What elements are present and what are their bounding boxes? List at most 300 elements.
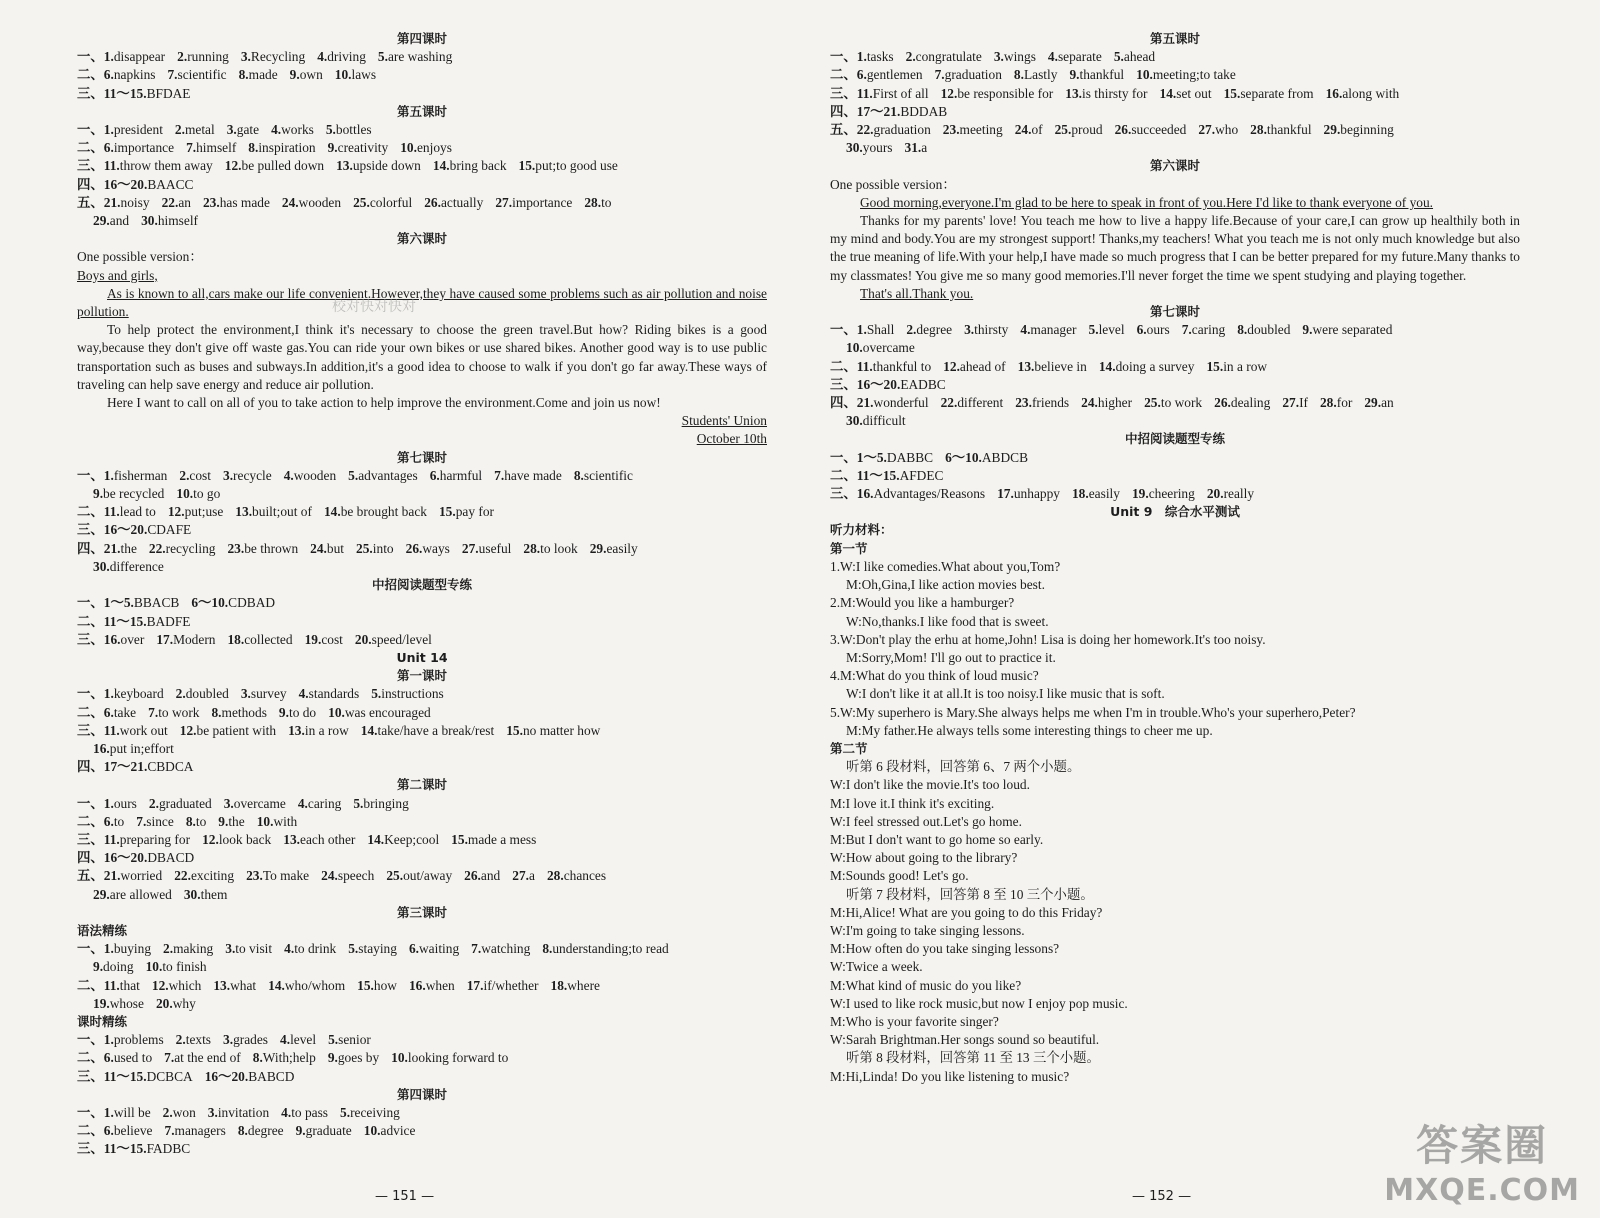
answer-item [590, 540, 638, 558]
section-number: 一、 [77, 795, 104, 811]
answer-item [857, 358, 931, 376]
answer-text: president [113, 122, 163, 138]
answer-item [857, 103, 947, 121]
answer-text: ahead of [959, 358, 1006, 374]
answer-text: no matter how [522, 722, 601, 738]
section-heading: 中招阅读题型专练 [1124, 431, 1225, 447]
question-number: 1. [103, 1104, 114, 1120]
answer-item [284, 940, 336, 958]
answer-item [943, 358, 1005, 376]
answer-text: has made [219, 194, 270, 210]
answer-text: actually [440, 194, 484, 210]
answer-text: doing a survey [1115, 358, 1195, 374]
answer-row [830, 485, 1520, 503]
section-heading: 第六课时 [1149, 158, 1200, 174]
text-line: W:I used to like rock music,but now I enjoy pop music. [830, 995, 1128, 1011]
answer-text: advice [380, 1123, 416, 1139]
question-number: 18. [227, 631, 245, 647]
answer-item [104, 795, 137, 813]
answer-item [361, 722, 494, 740]
answer-text: CDAFE [147, 522, 192, 538]
answer-row [77, 194, 767, 212]
answer-text: doubled [1247, 322, 1291, 338]
answer-item [1282, 394, 1308, 412]
answer-item [348, 467, 418, 485]
answer-item [1160, 85, 1212, 103]
question-number: 8. [237, 1123, 248, 1139]
question-number: 12. [151, 977, 169, 993]
answer-item [104, 1122, 153, 1140]
answer-item [164, 1049, 241, 1067]
question-number: 12. [940, 85, 958, 101]
question-number: 8. [573, 467, 584, 483]
answer-text: advantages [358, 467, 418, 483]
question-number: 7. [164, 1123, 175, 1139]
answer-text: survey [250, 686, 287, 702]
watermark-url: MXQE.COM [1384, 1173, 1580, 1208]
question-number: 4. [297, 795, 308, 811]
answer-row [830, 139, 1520, 157]
section-heading: 第四课时 [396, 31, 447, 46]
answer-item [574, 467, 633, 485]
section-number: 二、 [77, 504, 104, 520]
question-number: 24. [1014, 122, 1032, 138]
answer-text: since [146, 813, 174, 829]
sub-heading: 听力材料： [830, 522, 893, 538]
question-number: 3. [240, 49, 251, 65]
answer-text: If [1299, 395, 1308, 411]
answer-text: whose [109, 995, 144, 1011]
answer-item [225, 157, 324, 175]
question-number: 9. [327, 1050, 338, 1066]
answer-item [336, 157, 421, 175]
answer-item [348, 940, 397, 958]
answer-item [104, 85, 191, 103]
answer-item [310, 540, 344, 558]
answer-item [430, 467, 482, 485]
question-number: 22. [161, 194, 179, 210]
question-number: 15. [438, 504, 456, 520]
answer-item [162, 194, 191, 212]
answer-item [93, 485, 164, 503]
answer-item [241, 48, 305, 66]
answer-item [279, 704, 316, 722]
answer-text: when [425, 977, 455, 993]
answer-text: upside down [352, 158, 421, 174]
answer-item [104, 594, 180, 612]
answer-item [1055, 121, 1103, 139]
question-number: 16. [103, 631, 121, 647]
question-number: 4. [283, 467, 294, 483]
question-number: 11. [103, 504, 120, 520]
question-number: 3. [223, 467, 234, 483]
answer-text: be recycled [103, 486, 165, 502]
question-number: 16～20. [856, 376, 901, 392]
answer-item [104, 849, 194, 867]
question-number: 1～5. [103, 595, 134, 611]
question-number: 20. [155, 995, 173, 1011]
left-page [77, 30, 767, 1200]
question-number: 2. [906, 322, 917, 338]
question-number: 10. [334, 67, 352, 83]
section-number: 一、 [77, 122, 104, 138]
answer-item [202, 831, 271, 849]
answer-text: works [281, 122, 314, 138]
question-number: 9. [278, 704, 289, 720]
question-number: 16～20. [103, 176, 148, 192]
question-number: 7. [136, 813, 147, 829]
question-number: 12. [179, 722, 197, 738]
answer-item [176, 1031, 211, 1049]
answer-text: made a mess [467, 831, 537, 847]
answer-item [104, 722, 168, 740]
question-number: 28. [523, 540, 541, 556]
answer-item [235, 503, 312, 521]
section-number: 四、 [77, 759, 104, 775]
right-page [830, 30, 1520, 1200]
question-number: 1～5. [856, 449, 887, 465]
answer-text: making [173, 941, 214, 957]
answer-item [467, 977, 539, 995]
question-number: 16～20. [204, 1068, 249, 1084]
answer-item [1182, 321, 1226, 339]
question-number: 24. [321, 868, 338, 884]
answer-item [163, 940, 213, 958]
question-number: 5. [371, 686, 382, 702]
sub-heading: 第一节 [830, 540, 868, 556]
section-number: 三、 [830, 85, 857, 101]
question-number: 15. [1223, 85, 1241, 101]
answer-text: to [113, 813, 125, 829]
answer-text: goes by [337, 1050, 380, 1066]
question-number: 17. [466, 977, 484, 993]
answer-text: graduate [305, 1123, 352, 1139]
answer-text: out/away [403, 868, 453, 884]
answer-text: enjoys [416, 140, 452, 156]
answer-item [317, 48, 366, 66]
question-number: 10. [176, 486, 194, 502]
question-number: 18. [1071, 486, 1089, 502]
answer-text: buying [113, 941, 152, 957]
question-number: 22. [148, 540, 166, 556]
answer-text: put in;effort [109, 740, 174, 756]
answer-item [357, 977, 397, 995]
answer-text: really [1223, 486, 1255, 502]
answer-row [77, 85, 767, 103]
answer-text: Shall [866, 322, 895, 338]
answer-item [146, 958, 207, 976]
answer-item [282, 194, 341, 212]
section-number: 二、 [77, 813, 104, 829]
answer-item [156, 995, 196, 1013]
answer-item [271, 121, 314, 139]
answer-row [77, 722, 767, 740]
answer-text: an [178, 194, 191, 210]
answer-item [1014, 66, 1058, 84]
answer-item [328, 1031, 371, 1049]
question-number: 25. [1054, 122, 1072, 138]
answer-item [328, 704, 431, 722]
question-number: 26. [1214, 395, 1231, 411]
answer-item [1072, 485, 1120, 503]
answer-item [857, 467, 944, 485]
answer-item [136, 813, 174, 831]
answer-item [239, 66, 278, 84]
answer-row [830, 66, 1520, 84]
question-number: 19. [304, 631, 322, 647]
answer-item [328, 1049, 379, 1067]
answer-item [174, 867, 234, 885]
question-number: 8. [248, 140, 259, 156]
question-number: 8. [1013, 67, 1024, 83]
answer-text: tasks [866, 49, 894, 65]
question-number: 11. [103, 977, 120, 993]
question-number: 16. [1325, 85, 1343, 101]
question-number: 5. [325, 122, 336, 138]
question-number: 1. [856, 322, 867, 338]
answer-text: graduation [944, 67, 1002, 83]
answer-item [152, 977, 201, 995]
answer-text: be pulled down [241, 158, 325, 174]
answer-item [208, 1104, 269, 1122]
answer-text: keyboard [113, 686, 164, 702]
question-number: 21. [103, 868, 121, 884]
answer-item [241, 685, 287, 703]
question-number: 26. [405, 540, 423, 556]
question-number: 30. [141, 213, 158, 229]
question-number: 20. [1206, 486, 1224, 502]
question-number: 10. [363, 1123, 381, 1139]
answer-row [77, 1140, 767, 1158]
question-number: 11. [103, 831, 120, 847]
question-number: 22. [940, 395, 958, 411]
question-number: 27. [1282, 395, 1300, 411]
question-number: 12. [202, 831, 219, 847]
question-number: 23. [246, 868, 263, 884]
answer-item [284, 467, 336, 485]
section-number: 三、 [77, 85, 104, 101]
answer-item [391, 1049, 508, 1067]
answer-item [257, 813, 298, 831]
question-number: 23. [227, 540, 245, 556]
answer-text: texts [185, 1032, 212, 1048]
answer-text: who/whom [284, 977, 346, 993]
text-line: M:But I don't want to go home so early. [830, 831, 1044, 847]
answer-text: to pass [291, 1104, 329, 1120]
question-number: 9. [289, 67, 300, 83]
answer-item [104, 1140, 190, 1158]
answer-item [1198, 121, 1238, 139]
question-number: 4. [281, 1104, 292, 1120]
answer-row [830, 48, 1520, 66]
answer-text: overcame [862, 340, 915, 356]
answer-item [1302, 321, 1392, 339]
question-number: 28. [1250, 122, 1267, 138]
answer-item [175, 121, 215, 139]
section-heading: 中招阅读题型专练 [371, 577, 472, 593]
answer-item [149, 795, 212, 813]
answer-row [77, 886, 767, 904]
answer-text: why [172, 995, 196, 1011]
answer-item [364, 1122, 416, 1140]
answer-text: gentlemen [866, 67, 923, 83]
question-number: 27. [1198, 122, 1216, 138]
answer-text: metal [184, 122, 215, 138]
answer-text: speed/level [371, 631, 432, 647]
answer-text: meeting;to take [1152, 67, 1236, 83]
question-number: 10. [391, 1050, 408, 1066]
answer-item [93, 740, 174, 758]
answer-item [104, 631, 145, 649]
answer-item [355, 631, 432, 649]
answer-text: doubled [185, 686, 229, 702]
text-line: 1.W:I like comedies.What about you,Tom? [830, 558, 1061, 574]
question-number: 24. [281, 194, 299, 210]
answer-text: speech [337, 868, 375, 884]
section-number: 一、 [77, 941, 104, 957]
answer-row [830, 321, 1520, 339]
question-number: 4. [284, 941, 295, 957]
answer-item [179, 467, 211, 485]
answer-text: have made [504, 467, 562, 483]
answer-text: DCBCA [146, 1068, 193, 1084]
question-number: 20. [354, 631, 372, 647]
text-line: W:Twice a week. [830, 959, 923, 975]
answer-text: into [372, 540, 394, 556]
question-number: 11. [103, 722, 120, 738]
answer-item [1114, 48, 1155, 66]
text-line: W:I'm going to take singing lessons. [830, 922, 1025, 938]
question-number: 30. [846, 140, 863, 156]
answer-item [227, 631, 292, 649]
answer-text: harmful [439, 467, 483, 483]
answer-row [830, 121, 1520, 139]
text-line: 3.W:Don't play the erhu at home,John! Lisa is doing her homework.It's too noisy. [830, 631, 1266, 647]
answer-text: wooden [293, 467, 337, 483]
text-line: W:I don't like the movie.It's too loud. [830, 777, 1030, 793]
answer-item [551, 977, 600, 995]
page-number-left: — 151 — [375, 1189, 435, 1204]
question-number: 9. [93, 486, 104, 502]
answer-text: noisy [120, 194, 150, 210]
answer-row [77, 867, 767, 885]
answer-item [495, 194, 572, 212]
answer-text: proud [1071, 122, 1103, 138]
answer-item [93, 995, 144, 1013]
answer-item [433, 157, 507, 175]
question-number: 5. [348, 941, 359, 957]
answer-row [830, 412, 1520, 430]
answer-text: level [290, 1032, 317, 1048]
answer-item [104, 867, 162, 885]
question-number: 16～20. [103, 522, 148, 538]
section-number: 二、 [77, 613, 104, 629]
answer-item [424, 194, 483, 212]
answer-row [77, 795, 767, 813]
question-number: 7. [471, 941, 482, 957]
answer-item [290, 66, 323, 84]
answer-item [523, 540, 577, 558]
answer-text: level [1098, 322, 1125, 338]
section-number: 三、 [77, 722, 104, 738]
answer-text: dealing [1230, 395, 1271, 411]
question-number: 8. [211, 704, 222, 720]
section-number: 一、 [77, 467, 104, 483]
answer-text: BDDAB [900, 103, 948, 119]
answer-text: throw them away [119, 158, 213, 174]
sub-heading: 第二节 [830, 740, 868, 756]
question-number: 15. [518, 158, 536, 174]
answer-text: an [1381, 395, 1394, 411]
answer-text: higher [1097, 395, 1133, 411]
question-number: 9. [218, 813, 229, 829]
question-number: 21. [103, 194, 121, 210]
section-number: 二、 [830, 67, 857, 83]
question-number: 7. [494, 467, 505, 483]
answer-text: FADBC [146, 1141, 191, 1157]
answer-item [177, 48, 229, 66]
question-number: 8. [1237, 322, 1248, 338]
answer-item [238, 1122, 284, 1140]
answer-text: bring back [449, 158, 507, 174]
answer-item [1099, 358, 1195, 376]
answer-text: cost [321, 631, 343, 647]
question-number: 7. [1181, 322, 1192, 338]
answer-text: to finish [162, 959, 207, 975]
answer-item [248, 139, 315, 157]
answer-item [281, 1104, 328, 1122]
answer-row [77, 139, 767, 157]
answer-item [104, 194, 150, 212]
answer-row [830, 467, 1520, 485]
answer-text: a [529, 868, 535, 884]
question-number: 21. [856, 395, 874, 411]
answer-item [846, 139, 893, 157]
answer-text: Lastly [1023, 67, 1058, 83]
answer-item [335, 66, 376, 84]
answer-row [830, 449, 1520, 467]
essay-paragraph: To help protect the environment,I think it's necessary to choose the green travel.But how? Riding bikes is a good way,because they don't give off waste gas.You can ride your own bikes or use shared bikes. Another good way is to use public transportation such as buses and subways.In addition,it's a good idea to choose to walk if you don't go far away.These ways of traveling can help save energy and reduce air pollution. [77, 322, 767, 392]
answer-text: but [326, 540, 345, 556]
text-line: One possible version： [830, 176, 956, 192]
answer-item [462, 540, 511, 558]
text-line: M:Hi,Alice! What are you going to do this Friday? [830, 904, 1103, 920]
answer-text: running [187, 49, 229, 65]
question-number: 29. [1323, 122, 1341, 138]
section-number: 一、 [77, 49, 104, 65]
answer-text: how [373, 977, 397, 993]
answer-row [77, 1049, 767, 1067]
answer-item [1115, 121, 1187, 139]
question-number: 7. [186, 140, 197, 156]
question-number: 29. [1364, 395, 1382, 411]
question-number: 22. [174, 868, 191, 884]
answer-text: driving [327, 49, 366, 65]
question-number: 5. [353, 795, 364, 811]
answer-item [1364, 394, 1393, 412]
answer-text: cost [189, 467, 211, 483]
text-line: 5.W:My superhero is Mary.She always helps me when I'm in trouble.Who's your superhero,Peter? [830, 704, 1356, 720]
signature-row [77, 412, 767, 430]
question-number: 17～21. [103, 759, 148, 775]
question-number: 27. [512, 868, 529, 884]
answer-item [1132, 485, 1195, 503]
answer-row [77, 940, 767, 958]
section-number: 二、 [77, 1050, 104, 1066]
essay-paragraph: As is known to all,cars make our life convenient.However,they have caused some problems such as air pollution and noise pollution. [77, 285, 767, 320]
answer-text: thirsty [974, 322, 1009, 338]
answer-item [104, 66, 156, 84]
